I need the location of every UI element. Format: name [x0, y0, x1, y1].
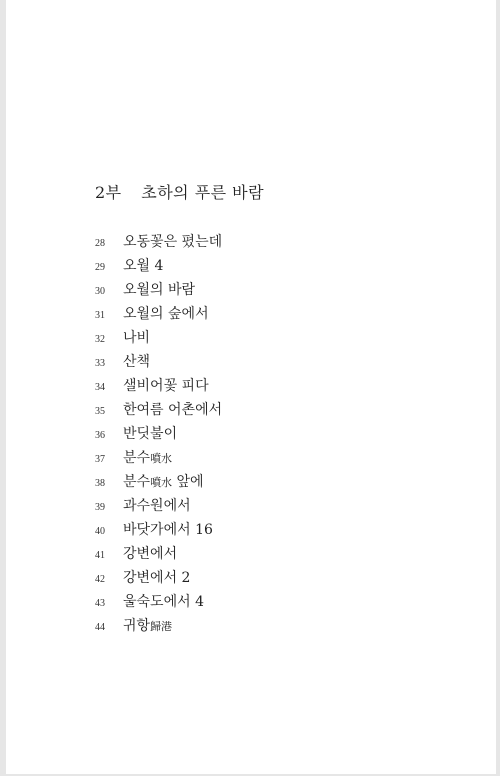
toc-page-number: 33	[95, 358, 105, 369]
toc-title: 분수	[123, 450, 151, 466]
toc-title-suffix: 앞에	[172, 474, 204, 490]
toc-title: 과수원에서	[123, 498, 191, 514]
toc-title: 바닷가에서 16	[123, 522, 213, 538]
toc-entry	[95, 589, 222, 613]
table-of-contents	[95, 229, 222, 637]
toc-page-number: 42	[95, 574, 105, 585]
toc-page-number: 28	[95, 238, 105, 249]
toc-page-number: 32	[95, 334, 105, 345]
part-title: 초하의 푸른 바람	[141, 183, 265, 202]
toc-title-hanja: 歸港	[150, 620, 173, 633]
toc-page-number: 38	[95, 478, 105, 489]
book-page	[6, 0, 496, 774]
toc-title: 울숙도에서 4	[123, 594, 204, 610]
toc-page-number: 43	[95, 598, 105, 609]
toc-title: 한여름 어촌에서	[123, 402, 223, 418]
toc-page-number: 41	[95, 550, 105, 561]
toc-entry	[95, 373, 222, 397]
toc-entry	[95, 301, 222, 325]
toc-page-number: 30	[95, 286, 105, 297]
toc-entry	[95, 397, 222, 421]
toc-title: 오월 4	[123, 258, 164, 274]
toc-title: 강변에서 2	[123, 570, 191, 586]
toc-entry	[95, 253, 222, 277]
toc-title: 오월의 바람	[123, 282, 196, 298]
toc-title: 오동꽃은 폈는데	[123, 234, 223, 250]
toc-title: 오월의 숲에서	[123, 306, 209, 322]
toc-entry	[95, 445, 222, 469]
toc-entry	[95, 517, 222, 541]
part-heading	[95, 180, 264, 203]
toc-entry	[95, 421, 222, 445]
toc-page-number: 31	[95, 310, 105, 321]
toc-page-number: 36	[95, 430, 105, 441]
toc-entry	[95, 229, 222, 253]
toc-entry	[95, 541, 222, 565]
toc-title: 강변에서	[123, 546, 178, 562]
toc-page-number: 34	[95, 382, 105, 393]
part-number: 2부	[95, 183, 122, 202]
toc-entry	[95, 613, 222, 637]
toc-title: 분수	[123, 474, 151, 490]
toc-entry	[95, 493, 222, 517]
toc-entry	[95, 277, 222, 301]
toc-title-hanja: 噴水	[150, 452, 173, 465]
toc-entry	[95, 325, 222, 349]
toc-page-number: 35	[95, 406, 105, 417]
toc-page-number: 29	[95, 262, 105, 273]
toc-title: 산책	[123, 354, 151, 370]
toc-page-number: 44	[95, 622, 105, 633]
toc-page-number: 37	[95, 454, 105, 465]
toc-title-hanja: 噴水	[150, 476, 173, 489]
toc-title: 나비	[123, 330, 151, 346]
toc-page-number: 39	[95, 502, 105, 513]
toc-title: 귀항	[123, 618, 151, 634]
toc-title: 샐비어꽃 피다	[123, 378, 209, 394]
toc-page-number: 40	[95, 526, 105, 537]
toc-entry	[95, 469, 222, 493]
toc-title: 반딧불이	[123, 426, 178, 442]
toc-entry	[95, 565, 222, 589]
toc-entry	[95, 349, 222, 373]
